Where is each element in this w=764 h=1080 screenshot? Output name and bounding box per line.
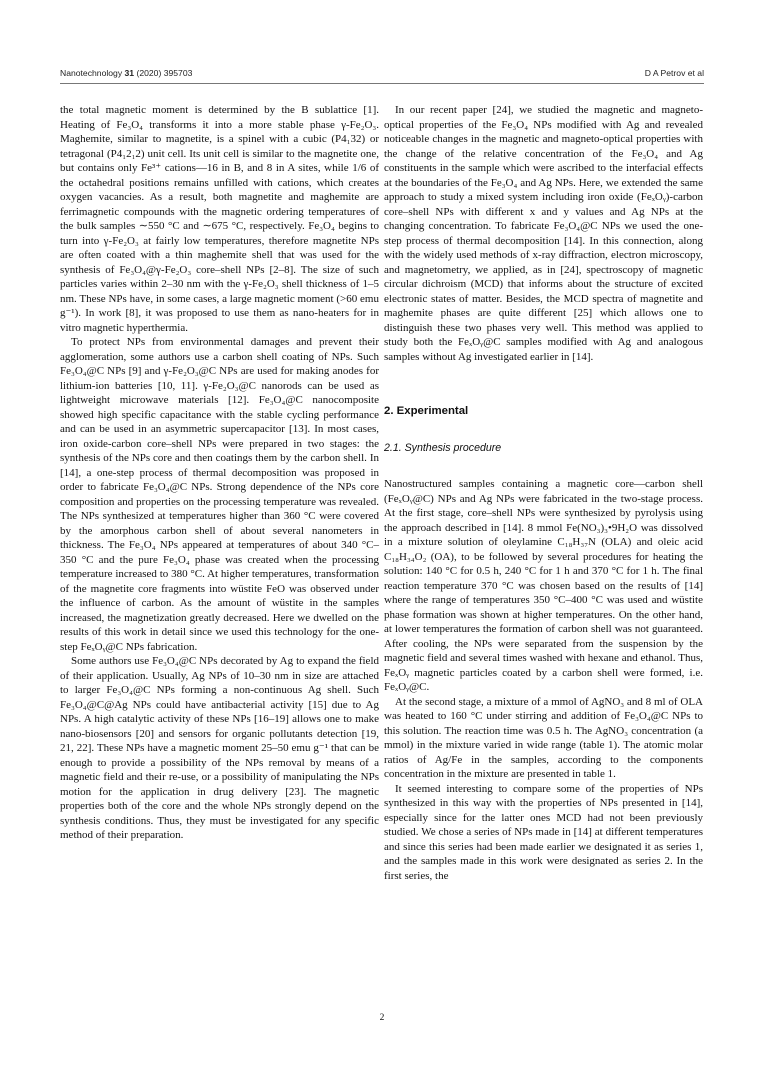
journal-volume: 31 [124, 68, 135, 78]
left-paragraph-2: To protect NPs from environmental damages and prevent their agglomeration, some authors use a carbon shell coating of NPs. Such Fe₃O₄@C NPs [9] and γ-Fe₂O₃@C NPs are used for making anodes for lithium-ion batteries [10, 11]. γ-Fe₂O₃@C nanorods can be used as lightweight microwave materials [12]. Fe₃O₄@C nanocomposite showed high specific capacitance with the stable cycling performance and can be used in an asymmetric supercapacitor [13]. In most cases, iron oxide-carbon core–shell NPs were prepared in two stages: the synthesis of the NPs core and then coatings them by the carbon shell. In [14], a one-step process of thermal decomposition was proposed in order to fabricate Fe₃O₄@C NPs. Strong dependence of the NPs core composition and properties on the processing temperature was revealed. The NPs synthesized at temperatures higher than 360 °C were covered by the amorphous carbon shell of about several nanometers in thickness. The Fe₃O₄ NPs appeared at temperatures of about 340 °C–350 °C and the pure Fe₃O₄ phase was created when the processing temperature increased to 380 °C. At higher temperatures, transformation of the magnetite core fragments into wüstite FeO was observed under the influence of carbon. As the amount of wüstite in the samples increased, the magnetization greatly decreased. Here we dwelled on the results of this work in detail since we used this technology for the one-step FeₓOᵧ@C NPs fabrication. [60, 336, 379, 653]
running-header-authors: D A Petrov et al [644, 68, 704, 78]
header-divider [60, 83, 704, 84]
left-column [60, 103, 379, 843]
right-paragraph-1: In our recent paper [24], we studied the magnetic and magneto-optical properties of the Fe₃O₄ NPs modified with Ag and revealed noticeable changes in the magnetic and magneto-optical properties with the change of the relative concentration of the Fe₃O₄ and Ag constituents in the sample which were ascribed to the interfacial effects at the boundaries of the Fe₃O₄ and Ag NPs. Here, we extended the same approach to study a mixed system including iron oxide (FeₓOᵧ)-carbon core–shell NPs with different x and y values and Ag NPs at the changing concentration. To fabricate Fe₃O₄@C NPs we used the one-step process of thermal decomposition [14]. In this connection, along with the widely used methods of x-ray diffraction, electron microscopy, and magnetometry, we applied, as in [24], spectroscopy of magnetic circular dichroism (MCD) that informs about the structure of excited electronic states of matter. Besides, the MCD spectra of magnetite and maghemite phases are quite different [25] which allows one to distinguish these two phases very well. This method was applied to study both the FeₓOᵧ@C samples modified with Ag and analogous samples without Ag investigated earlier in [14]. [384, 104, 703, 363]
right-paragraph-3: At the second stage, a mixture of a mmol of AgNO₃ and 8 ml of OLA was heated to 160 °C under stirring and addition of Fe₃O₄@C NPs to this solution. The reaction time was 0.5 h. The AgNO₃ concentration (a mmol) in the mixture varied in wide range (table 1). The atomic molar ratios of Ag/Fe in the samples, according to the components concentration in the mixture are presented in table 1. [384, 695, 703, 780]
right-paragraph-2: Nanostructured samples containing a magnetic core—carbon shell (FeₓOᵧ@C) NPs and Ag NPs were fabricated in the two-stage process. At the first stage, core–shell NPs were synthesized by pyrolysis using the approach described in [14]. 8 mmol Fe(NO₃)₃•9H₂O was dissolved in a mixture solution of oleylamine C₁₈H₃₇N (OLA) and oleic acid C₁₈H₃₄O₂ (OA), to be followed by several procedures for heating the solution: 140 °C for 0.5 h, 240 °C for 1 h and 370 °C for 1 h. The final reaction temperature 370 °C was chosen based on the results of [14] where the range of temperatures 350 °C–400 °C was used and wüstite phase formation was shown at higher temperatures. On the other hand, at lower temperatures the formation of carbon shell was not guaranteed. After cooling, the NPs were separated from the suspension by the magnetic field and several times washed with hexane and ethanol. Thus, FeₓOᵧ magnetic particles coated by a carbon shell were formed, i.e. FeₓOᵧ@C. [384, 478, 703, 693]
journal-name: Nanotechnology [60, 68, 123, 78]
section-title: 2. Experimental [384, 405, 469, 417]
right-paragraph-4: It seemed interesting to compare some of the properties of NPs synthesized in this way with the properties of NPs presented in [14], especially since for the latter ones MCD had not been previously studied. We chose a series of NPs made in [14] at different temperatures and since this series had been made earlier we designated it as series 1, and the samples made in this work were designated as series 2. In the first series, the [384, 782, 703, 882]
right-column [384, 103, 703, 883]
article-year-number: (2020) 395703 [136, 68, 193, 78]
subsection-title: 2.1. Synthesis procedure [384, 441, 502, 454]
page-number: 2 [379, 1013, 385, 1023]
running-header-journal [60, 68, 192, 78]
left-paragraph-3: Some authors use Fe₃O₄@C NPs decorated by Ag to expand the field of their application. Usually, Ag NPs of 10–30 nm in size are attached to larger Fe₃O₄@C NPs forming a non-continuous Ag shell. Such Fe₃O₄@C@Ag NPs could have antibacterial activity [15] due to Ag NPs. A high catalytic activity of these NPs [16–19] allows one to make nano-biosensors [20] and sensors for organic pollutants detection [19, 21, 22]. These NPs have a magnetic moment 25–50 emu g⁻¹ that can be enough to provide a possibility of the NPs removal by means of a magnetic field and their re-use, or a possibility of manipulating the NPs motion for the application in drug delivery [23]. The magnetic properties both of the core and the whole NPs strongly depend on the synthesis conditions. Thus, they must be investigated for any specific method of their preparation. [60, 655, 379, 841]
left-paragraph-1: the total magnetic moment is determined by the B sublattice [1]. Heating of Fe₃O₄ transforms it into a more stable phase γ-Fe₂O₃. Maghemite, similar to magnetite, is a spinel with a cubic (P4₁32) or tetragonal (P4₁2₁2) unit cell. Its unit cell is similar to the magnetite one, but contains only Fe³⁺ cations—16 in B, and 8 in A sites, while 1/6 of the octahedral positions remains unfilled with cations, which creates oxygen vacancies. As a result, both magnetite and maghemite are ferrimagnetic compounds with the magnetic ordering temperatures of the bulk samples ∼550 °C and ∼675 °C, respectively. Fe₃O₄ begins to turn into γ-Fe₂O₃ at fairly low temperatures, therefore magnetite NPs are often coated with a thin maghemite shell that was used for the synthesis of Fe₃O₄@γ-Fe₂O₃ core–shell NPs [2–8]. The size of such particles varies within 2–30 nm with the γ-Fe₂O₃ shell thickness of 1–5 nm. These NPs have, in some cases, a large magnetic moment (>60 emu g⁻¹). In work [8], it was proposed to use them as nano-heaters for in vitro magnetic hyperthermia. [60, 104, 379, 334]
